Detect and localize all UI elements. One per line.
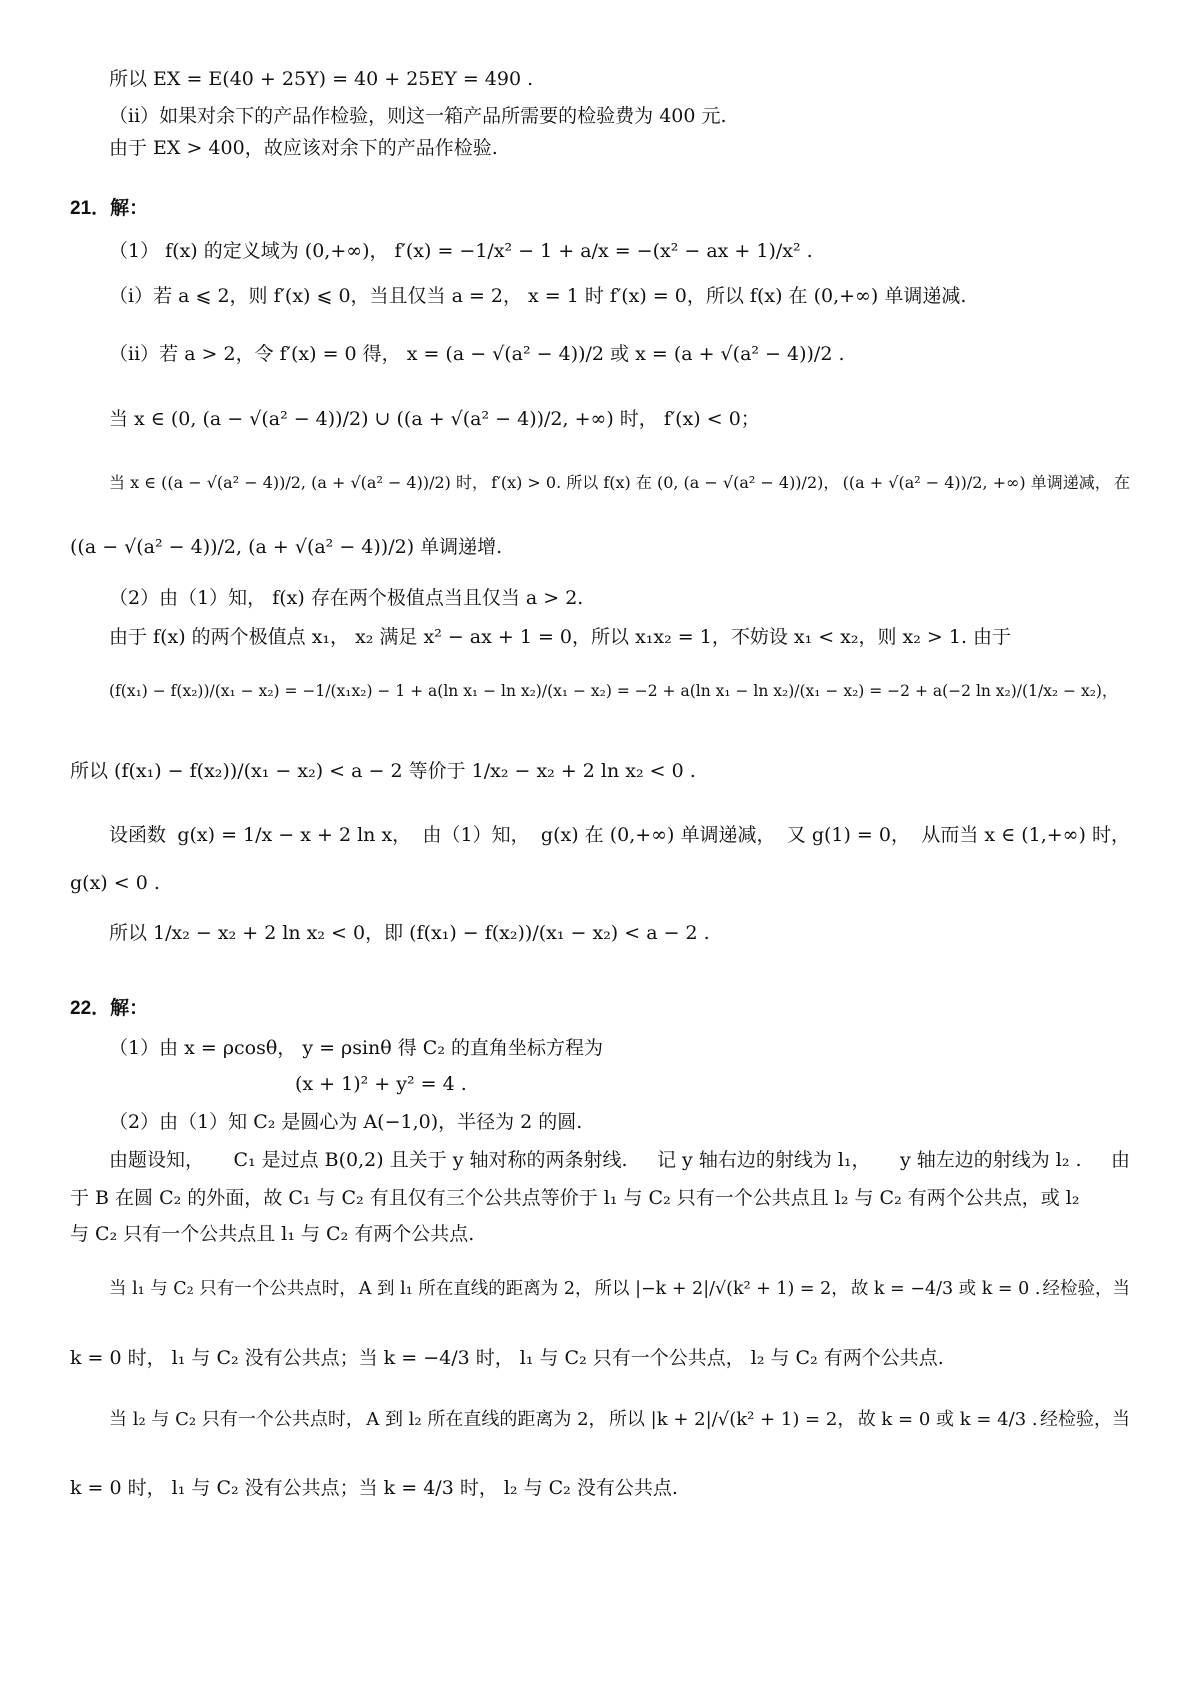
q22-l1-case-line: [109, 1281, 1130, 1299]
q22-l1-seg: A 到 l₁ 所在直线的距离为 2，: [358, 1279, 593, 1299]
q22-l2-seg: 当 l₂ 与 C₂ 只有一个公共点时，: [109, 1409, 364, 1430]
q21-heading: 21．解：: [70, 198, 149, 219]
q22-l1-seg: 当 l₁ 与 C₂ 只有一个公共点时，: [109, 1279, 357, 1299]
q21-g-seg: g(x) = 1/x − x + 2 ln x，: [177, 824, 412, 846]
q22-l2-seg: 故 k = 0 或 k = 4/3 .: [857, 1409, 1038, 1430]
inspect-all-cost-line: （ⅱ）如果对余下的产品作检验，则这一箱产品所需要的检验费为 400 元.: [109, 105, 727, 127]
q21-case-ii-roots: （ⅱ）若 a > 2，令 f′(x) = 0 得， x = (a − √(a² − 4))/2 或 x = (a + √(a² − 4))/2 .: [109, 343, 845, 365]
q22-l1-seg: 所以 |−k + 2|/√(k² + 1) = 2，: [594, 1279, 849, 1299]
q21-decreasing-interval: 当 x ∈ (0, (a − √(a² − 4))/2) ∪ ((a + √(a² − 4))/2, +∞) 时， f′(x) < 0；: [109, 408, 760, 430]
q22-equivalence: 于 B 在圆 C₂ 的外面，故 C₁ 与 C₂ 有且仅有三个公共点等价于 l₁ 与 C₂ 只有一个公共点且 l₂ 与 C₂ 有两个公共点，或 l₂: [70, 1187, 1080, 1209]
q22-rays-seg: y 轴左边的射线为 l₂ .: [899, 1149, 1082, 1171]
q22-l1-check: k = 0 时， l₁ 与 C₂ 没有公共点；当 k = −4/3 时， l₁ 与 C₂ 只有一个公共点， l₂ 与 C₂ 有两个公共点.: [70, 1347, 944, 1369]
q21-increasing-interval: ((a − √(a² − 4))/2, (a + √(a² − 4))/2) 单调递增.: [70, 536, 503, 558]
q21-monotonic-line: [109, 475, 1130, 491]
q21-case-i: （ⅰ）若 a ⩽ 2，则 f′(x) ⩽ 0，当且仅当 a = 2， x = 1 时 f′(x) = 0，所以 f(x) 在 (0,+∞) 单调递减.: [109, 285, 967, 307]
q22-l2-seg: 所以 |k + 2|/√(k² + 1) = 2，: [608, 1409, 856, 1430]
q22-part1: （1）由 x = ρcosθ， y = ρsinθ 得 C₂ 的直角坐标方程为: [109, 1037, 604, 1059]
q21-part2-extrema: （2）由（1）知， f(x) 存在两个极值点当且仅当 a > 2.: [109, 587, 584, 609]
q22-rays-line: [109, 1151, 1130, 1170]
q22-l2-case-line: [109, 1411, 1130, 1429]
q21-g-negative: g(x) < 0 .: [70, 872, 160, 894]
q21-mono-seg: ((a + √(a² − 4))/2, +∞) 单调递减，: [842, 473, 1111, 492]
q21-g-seg: 设函数: [109, 824, 167, 846]
q21-g-seg: g(x) 在 (0,+∞) 单调递减，: [540, 824, 776, 846]
q21-mono-seg: f′(x) > 0. 所以 f(x) 在 (0, (a − √(a² − 4))/2)，: [491, 473, 840, 492]
q21-part1-derivative: （1） f(x) 的定义域为 (0,+∞)， f′(x) = −1/x² − 1 + a/x = −(x² − ax + 1)/x² .: [109, 240, 813, 262]
q22-rays-seg: 由题设知，: [109, 1149, 205, 1171]
q22-circle-equation: (x + 1)² + y² = 4 .: [295, 1073, 467, 1095]
q21-slope-expression: (f(x₁) − f(x₂))/(x₁ − x₂) = −1/(x₁x₂) − 1 + a(ln x₁ − ln x₂)/(x₁ − x₂) = −2 + a(ln x₁ − ln x₂)/(x₁ − x₂) = −2 + a(−2 ln x₂)/(1/x₂ − x₂)，: [109, 682, 1118, 700]
q22-l2-seg: 经检验，当: [1039, 1409, 1130, 1430]
q21-equivalence: 所以 (f(x₁) − f(x₂))/(x₁ − x₂) < a − 2 等价于 1/x₂ − x₂ + 2 ln x₂ < 0 .: [70, 760, 696, 782]
q22-l1-seg: 故 k = −4/3 或 k = 0 .: [850, 1279, 1041, 1299]
q22-l2-seg: A 到 l₂ 所在直线的距离为 2，: [366, 1409, 607, 1430]
q21-final-conclusion: 所以 1/x₂ − x₂ + 2 ln x₂ < 0，即 (f(x₁) − f(x₂))/(x₁ − x₂) < a − 2 .: [109, 922, 710, 944]
q22-part2: （2）由（1）知 C₂ 是圆心为 A(−1,0)，半径为 2 的圆.: [109, 1111, 583, 1133]
q21-extreme-points: 由于 f(x) 的两个极值点 x₁， x₂ 满足 x² − ax + 1 = 0，所以 x₁x₂ = 1，不妨设 x₁ < x₂，则 x₂ > 1. 由于: [109, 626, 1012, 648]
ex-expectation-line: 所以 EX = E(40 + 25Y) = 40 + 25EY = 490 .: [109, 68, 534, 90]
q22-equivalence-cont: 与 C₂ 只有一个公共点且 l₁ 与 C₂ 有两个公共点.: [70, 1223, 475, 1245]
q21-g-seg: 从而当 x ∈ (1,+∞) 时，: [921, 824, 1130, 846]
q21-g-seg: 由（1）知，: [422, 824, 530, 846]
inspection-conclusion: 由于 EX > 400，故应该对余下的产品作检验.: [109, 137, 498, 159]
q22-l1-seg: 经检验，当: [1042, 1279, 1130, 1299]
q22-rays-seg: C₁ 是过点 B(0,2) 且关于 y 轴对称的两条射线.: [233, 1149, 628, 1171]
q22-l2-check: k = 0 时， l₁ 与 C₂ 没有公共点；当 k = 4/3 时， l₂ 与 C₂ 没有公共点.: [70, 1477, 678, 1499]
q22-heading: 22．解：: [70, 998, 149, 1019]
q21-mono-seg: 当 x ∈ ((a − √(a² − 4))/2, (a + √(a² − 4))/2) 时，: [109, 473, 488, 492]
q22-rays-seg: 由: [1110, 1149, 1130, 1171]
q21-g-definition-line: [109, 826, 1130, 845]
q21-mono-seg: 在: [1113, 473, 1130, 492]
q22-rays-seg: 记 y 轴右边的射线为 l₁，: [657, 1149, 871, 1171]
q21-g-seg: 又 g(1) = 0，: [786, 824, 910, 846]
